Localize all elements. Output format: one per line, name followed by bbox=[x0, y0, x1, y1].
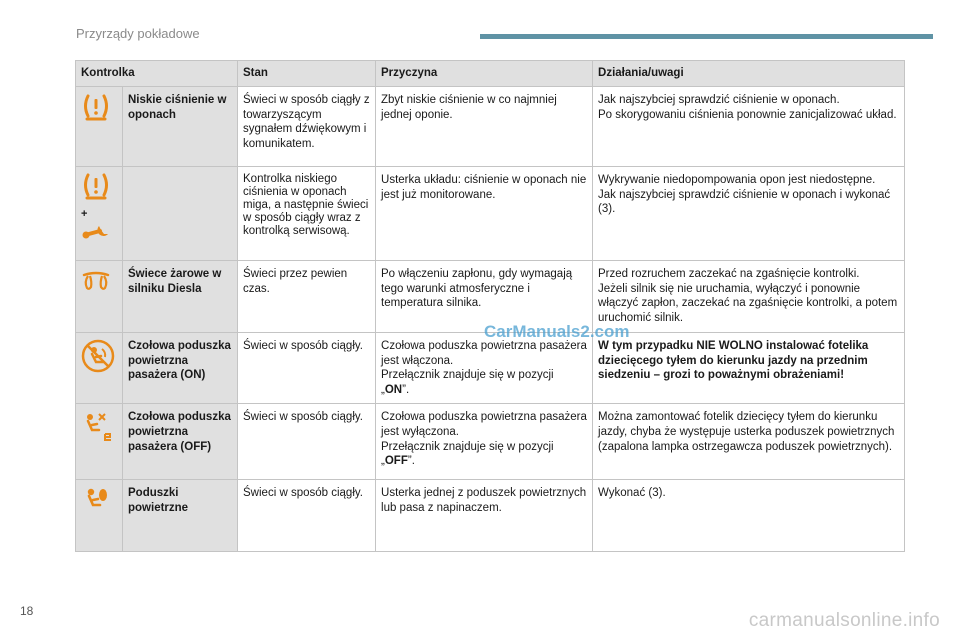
airbag-fault-icon bbox=[81, 486, 111, 514]
table-row bbox=[76, 404, 905, 480]
tire-pressure-warning-icon bbox=[81, 173, 111, 201]
action-cell-warning: W tym przypadku NIE WOLNO instalować fotelika dziecięcego tyłem do kierunku jazdy na przednim siedzeniu – grozi to poważnymi obrażeniami! bbox=[593, 333, 905, 404]
warning-name: Świece żarowe w silniku Diesla bbox=[123, 261, 238, 333]
state-cell: Świeci w sposób ciągły. bbox=[238, 404, 376, 480]
cause-cell bbox=[376, 404, 593, 480]
plus-sign: + bbox=[81, 207, 88, 220]
switch-position: ON bbox=[384, 383, 403, 396]
section-divider bbox=[480, 34, 933, 39]
state-cell: Świeci w sposób ciągły. bbox=[238, 480, 376, 552]
header-kontrolka: Kontrolka bbox=[76, 61, 238, 87]
cause-cell: Po włączeniu zapłonu, gdy wymagają tego warunki atmosferyczne i temperatura silnika. bbox=[376, 261, 593, 333]
table-header-row bbox=[76, 61, 905, 87]
action-line: Wykrywanie niedopompowania opon jest niedostępne. bbox=[598, 174, 876, 186]
action-cell bbox=[593, 87, 905, 167]
icon-cell bbox=[76, 480, 123, 552]
watermark-center: CarManuals2.com bbox=[484, 322, 630, 341]
action-line: Jeżeli silnik się nie uruchamia, wyłączyć i ponownie włączyć zapłon, zaczekać na zgaśnięcie kontrolki, a potem uruchomić silnik. bbox=[598, 282, 898, 324]
state-cell: Świeci w sposób ciągły. bbox=[238, 333, 376, 404]
header-stan: Stan bbox=[238, 61, 376, 87]
warning-name: Poduszki powietrzne bbox=[123, 480, 238, 552]
warning-name: Czołowa poduszka powietrzna pasażera (OFF) bbox=[123, 404, 238, 480]
icon-cell bbox=[76, 87, 123, 167]
cause-line: Przełącznik znajduje się w pozycji bbox=[381, 369, 554, 382]
quote-open: „ bbox=[381, 455, 385, 468]
cause-cell: Usterka układu: ciśnienie w oponach nie jest już monitorowane. bbox=[376, 167, 593, 261]
cause-cell: Usterka jednej z poduszek powietrznych lub pasa z napinaczem. bbox=[376, 480, 593, 552]
passenger-airbag-off-icon bbox=[81, 410, 115, 442]
action-line: Jak najszybciej sprawdzić ciśnienie w oponach. bbox=[598, 94, 840, 106]
watermark-footer: carmanualsonline.info bbox=[748, 610, 940, 631]
quote-close: ”. bbox=[402, 383, 410, 396]
cause-line: Przełącznik znajduje się w pozycji bbox=[381, 440, 554, 453]
cause-cell bbox=[376, 333, 593, 404]
icon-cell bbox=[76, 261, 123, 333]
header-dzialania: Działania/uwagi bbox=[593, 61, 905, 87]
quote-open: „ bbox=[381, 383, 385, 396]
table-row bbox=[76, 480, 905, 552]
switch-position: OFF bbox=[384, 455, 408, 468]
action-cell bbox=[593, 261, 905, 333]
cause-line: Czołowa poduszka powietrzna pasażera jest włączona. bbox=[381, 340, 587, 367]
header-przyczyna: Przyczyna bbox=[376, 61, 593, 87]
action-line: Po skorygowaniu ciśnienia ponownie zanicjalizować układ. bbox=[598, 108, 897, 121]
action-line: Jak najszybciej sprawdzić ciśnienie w oponach i wykonać (3). bbox=[598, 188, 891, 216]
cause-line: Czołowa poduszka powietrzna pasażera jest wyłączona. bbox=[381, 411, 587, 438]
warning-name-empty bbox=[123, 167, 238, 261]
icon-cell bbox=[76, 333, 123, 404]
table-row bbox=[76, 87, 905, 167]
page-number: 18 bbox=[20, 604, 34, 618]
action-cell: Wykonać (3). bbox=[593, 480, 905, 552]
cause-cell: Zbyt niskie ciśnienie w co najmniej jednej oponie. bbox=[376, 87, 593, 167]
tire-pressure-warning-icon bbox=[81, 93, 111, 123]
quote-close: ”. bbox=[407, 455, 415, 468]
icon-cell bbox=[76, 167, 123, 261]
section-title: Przyrządy pokładowe bbox=[76, 26, 200, 41]
state-cell: Kontrolka niskiego ciśnienia w oponach miga, a następnie świeci w sposób ciągły wraz z kontrolką serwisową. bbox=[238, 167, 376, 261]
table-row bbox=[76, 333, 905, 404]
wrench-icon bbox=[81, 222, 111, 242]
state-cell: Świeci w sposób ciągły z towarzyszącym sygnałem dźwiękowym i komunikatem. bbox=[238, 87, 376, 167]
action-cell bbox=[593, 167, 905, 261]
state-cell: Świeci przez pewien czas. bbox=[238, 261, 376, 333]
warning-name: Czołowa poduszka powietrzna pasażera (ON) bbox=[123, 333, 238, 404]
warning-lights-table bbox=[75, 60, 905, 552]
passenger-airbag-on-icon bbox=[81, 339, 115, 373]
warning-name: Niskie ciśnienie w oponach bbox=[123, 87, 238, 167]
action-line: Przed rozruchem zaczekać na zgaśnięcie kontrolki. bbox=[598, 268, 860, 280]
action-cell: Można zamontować fotelik dziecięcy tyłem do kierunku jazdy, chyba że występuje usterka poduszek powietrznych (zapalona lampka ostrzegawcza poduszek powietrznych). bbox=[593, 404, 905, 480]
icon-cell bbox=[76, 404, 123, 480]
glow-plug-icon bbox=[81, 267, 111, 293]
table-row bbox=[76, 167, 905, 261]
